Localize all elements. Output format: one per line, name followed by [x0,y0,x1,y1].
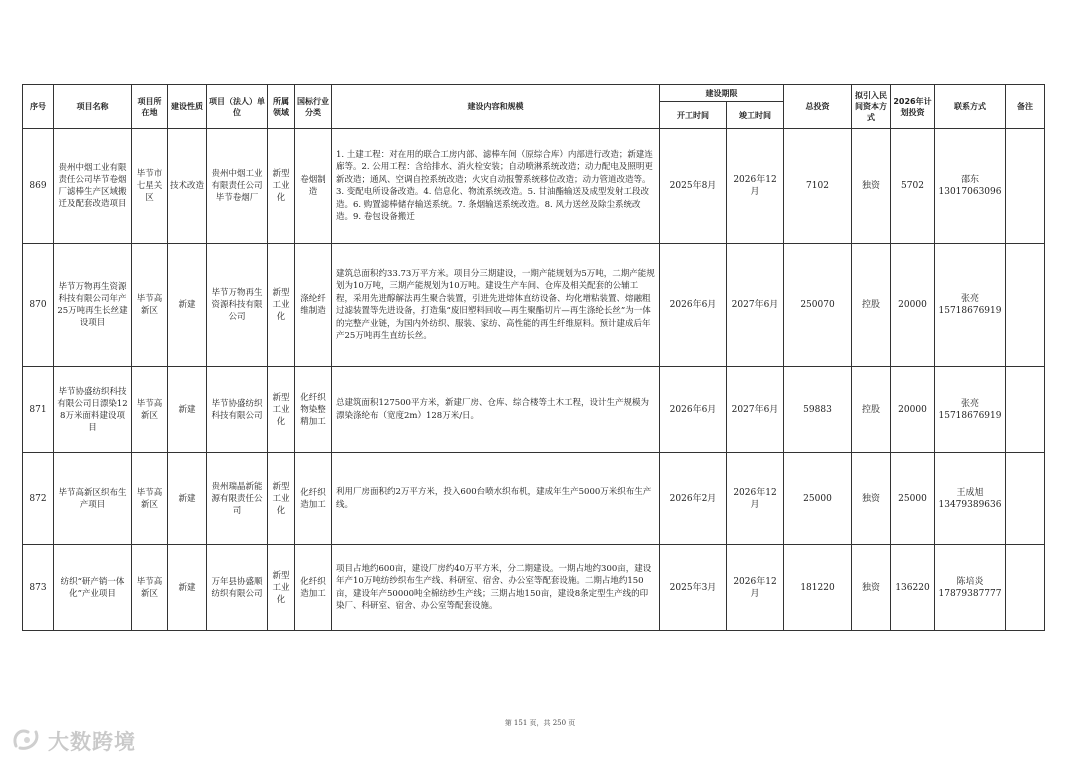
cell-seq: 873 [23,545,54,631]
header-contact: 联系方式 [935,85,1006,129]
header-capital: 拟引入民间资本方式 [852,85,891,129]
cell-seq: 871 [23,367,54,453]
header-location: 项目所在地 [132,85,168,129]
cell-project-name: 毕节万物再生资源科技有限公司年产25万吨再生长丝建设项目 [54,244,132,367]
cell-contact [935,129,1006,244]
cell-end: 2026年12月 [727,129,784,244]
cell-contact [935,453,1006,545]
cell-contact [935,367,1006,453]
cell-project-name: 贵州中烟工业有限责任公司毕节卷烟厂滤棒生产区域搬迁及配套改造项目 [54,129,132,244]
header-period: 建设期限 [660,85,784,102]
brand-logo-icon [10,724,44,758]
watermark [10,726,136,756]
cell-plan2026: 20000 [891,367,935,453]
contact-name: 张亮 [960,398,979,409]
contact-name: 陈培炎 [956,576,984,587]
cell-content: 总建筑面积127500平方米，新建厂房、仓库、综合楼等土木工程，设计生产规模为漂染涤纶布（宽度2m）128万米/日。 [332,367,660,453]
cell-location: 毕节市七星关区 [132,129,168,244]
cell-content: 1. 土建工程：对在用的联合工房内部、滤棒车间（原综合库）内部进行改造；新建连廊等。2. 公用工程：含给排水、消火栓安装；自动喷淋系统改造；动力配电及照明更新改造；通风、空调自控系统改造；火灾自动报警系统移位改造；动力管道改造等。3. 变配电所设备改造。4. 信息化、物流系统改造。5. 甘油酯输送及成型发射工段改造。6. 购置滤棒储存输送系统。7. 条烟输送系统改造。8. 风力送丝及除尘系统改造。9. 卷包设备搬迁 [332,129,660,244]
cell-capital: 独资 [852,453,891,545]
cell-location: 毕节高新区 [132,545,168,631]
cell-remark [1006,453,1045,545]
cell-content: 利用厂房面积约2万平方米，投入600台喷水织布机，建成年生产5000万米织布生产线。 [332,453,660,545]
cell-contact [935,545,1006,631]
cell-end: 2026年12月 [727,453,784,545]
cell-total: 59883 [784,367,852,453]
contact-phone: 13017063096 [938,187,1002,197]
cell-industry: 涤纶纤维制造 [295,244,332,367]
cell-location: 毕节高新区 [132,453,168,545]
cell-start: 2026年2月 [660,453,727,545]
table-row [23,244,1045,367]
cell-plan2026: 136220 [891,545,935,631]
cell-capital: 控股 [852,244,891,367]
cell-nature: 新建 [168,367,207,453]
header-seq: 序号 [23,85,54,129]
header-unit: 项目（法人）单位 [207,85,268,129]
contact-phone: 17879387777 [938,588,1002,599]
contact-phone: 13479389636 [938,499,1002,510]
contact-name: 张亮 [960,294,979,304]
table-row [23,367,1045,453]
cell-nature: 技术改造 [168,129,207,244]
cell-unit: 贵州瑞晶新能源有限责任公司 [207,453,268,545]
cell-seq: 870 [23,244,54,367]
cell-start: 2025年8月 [660,129,727,244]
cell-plan2026: 25000 [891,453,935,545]
table-row [23,453,1045,545]
header-total: 总投资 [784,85,852,129]
cell-project-name: 毕节协盛纺织科技有限公司日漂染128万米面料建设项目 [54,367,132,453]
header-nature: 建设性质 [168,85,207,129]
cell-total: 250070 [784,244,852,367]
header-field: 所属领域 [268,85,295,129]
header-content: 建设内容和规模 [332,85,660,129]
table-row [23,129,1045,244]
cell-industry: 卷烟制造 [295,129,332,244]
cell-capital: 独资 [852,545,891,631]
cell-start: 2025年3月 [660,545,727,631]
cell-plan2026: 5702 [891,129,935,244]
cell-location: 毕节高新区 [132,367,168,453]
table-row [23,545,1045,631]
cell-nature: 新建 [168,244,207,367]
cell-industry: 化纤织物染整精加工 [295,367,332,453]
cell-unit: 贵州中烟工业有限责任公司毕节卷烟厂 [207,129,268,244]
cell-total: 25000 [784,453,852,545]
cell-contact [935,244,1006,367]
cell-project-name: 纺织“研产销一体化”产业项目 [54,545,132,631]
cell-start: 2026年6月 [660,367,727,453]
contact-name: 邵东 [960,175,979,185]
contact-phone: 15718676919 [938,410,1002,421]
cell-end: 2026年12月 [727,545,784,631]
contact-name: 王成旭 [956,487,984,498]
cell-field: 新型工业化 [268,453,295,545]
header-industry: 国标行业分类 [295,85,332,129]
cell-capital: 控股 [852,367,891,453]
cell-unit: 毕节万物再生资源科技有限公司 [207,244,268,367]
cell-unit: 万年县协盛顺纺织有限公司 [207,545,268,631]
cell-remark [1006,545,1045,631]
cell-total: 181220 [784,545,852,631]
header-name: 项目名称 [54,85,132,129]
cell-plan2026: 20000 [891,244,935,367]
cell-content: 建筑总面积约33.73万平方米。项目分三期建设，一期产能规划为5万吨，二期产能规划为10万吨，三期产能规划为10万吨。建设生产车间、仓库及相关配套的公辅工程，采用先进醇解法再生聚合装置，引进先进熔体直纺设备、均化增粘装置、熔融粗过滤装置等先进设备，打造集“废旧塑料回收—再生聚酯切片—再生涤纶长丝”为一体的完整产业链，为国内外纺织、服装、家纺、高性能的再生纤维原料。预计建成后年产25万吨再生直纺长丝。 [332,244,660,367]
cell-location: 毕节高新区 [132,244,168,367]
cell-seq: 869 [23,129,54,244]
cell-unit: 毕节协盛纺织科技有限公司 [207,367,268,453]
cell-field: 新型工业化 [268,129,295,244]
cell-total: 7102 [784,129,852,244]
cell-end: 2027年6月 [727,367,784,453]
cell-remark [1006,129,1045,244]
cell-remark [1006,367,1045,453]
project-table [22,84,1045,631]
cell-industry: 化纤织造加工 [295,453,332,545]
cell-nature: 新建 [168,545,207,631]
cell-remark [1006,244,1045,367]
cell-start: 2026年6月 [660,244,727,367]
cell-field: 新型工业化 [268,545,295,631]
cell-capital: 独资 [852,129,891,244]
contact-phone: 15718676919 [938,306,1002,316]
header-end: 竣工时间 [727,102,784,129]
cell-project-name: 毕节高新区织布生产项目 [54,453,132,545]
cell-industry: 化纤织造加工 [295,545,332,631]
cell-content: 项目占地约600亩，建设厂房约40万平方米，分二期建设。一期占地约300亩，建设年产10万吨纺纱织布生产线、科研室、宿舍、办公室等配套设施。二期占地约150亩，建设年产50000吨全棉纺纱生产线；三期占地150亩，建设8条定型生产线的印染厂、科研室、宿舍、办公室等配套设施。 [332,545,660,631]
watermark-text: 大数跨境 [48,730,136,754]
header-remark: 备注 [1006,85,1045,129]
cell-field: 新型工业化 [268,244,295,367]
cell-field: 新型工业化 [268,367,295,453]
page-footer: 第 151 页，共 250 页 [504,719,576,727]
cell-end: 2027年6月 [727,244,784,367]
header-start: 开工时间 [660,102,727,129]
cell-nature: 新建 [168,453,207,545]
cell-seq: 872 [23,453,54,545]
header-plan2026: 2026年计划投资 [891,85,935,129]
